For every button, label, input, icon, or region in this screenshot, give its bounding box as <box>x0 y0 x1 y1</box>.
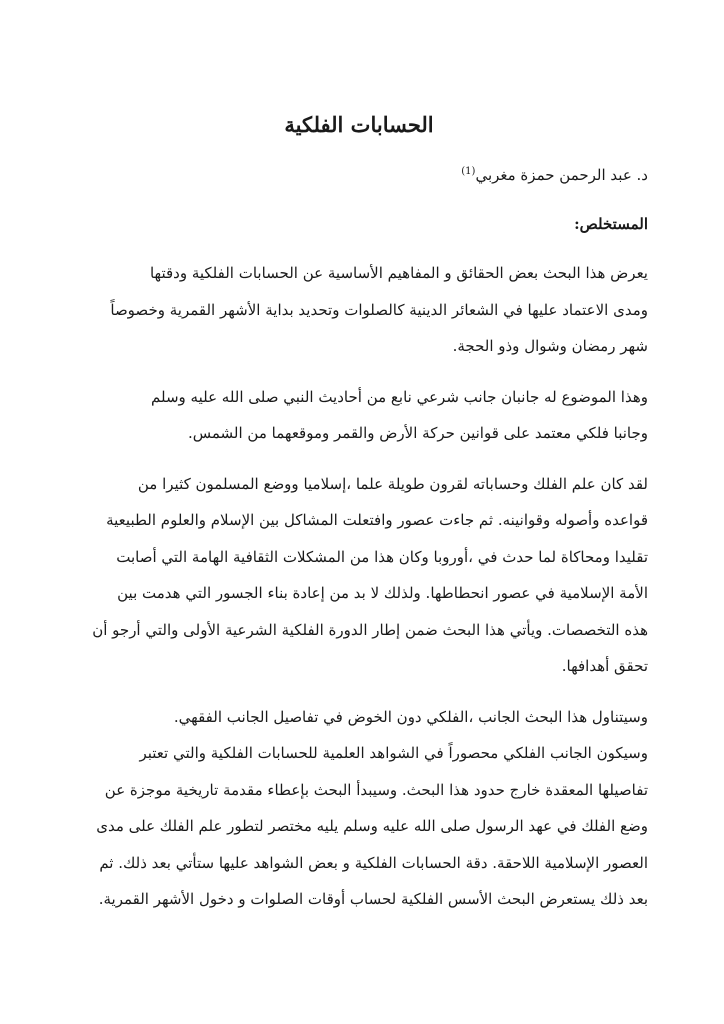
text-line: الأمة الإسلامية في عصور انحطاطها. ولذلك لا بد من إعادة بناء الجسور التي هدمت بين <box>117 584 648 602</box>
text-line: وضع الفلك في عهد الرسول صلى الله عليه وسلم يليه مختصر لتطور علم الفلك على مدى <box>96 817 648 835</box>
abstract-body <box>70 255 648 932</box>
text-line: لقد كان علم الفلك وحساباته لقرون طويلة علما ،إسلاميا ووضع المسلمون كثيرا من <box>137 474 648 493</box>
text-line: يعرض هذا البحث بعض الحقائق و المفاهيم الأساسية عن الحسابات الفلكية ودقتها <box>149 264 648 282</box>
text-line: بعد ذلك يستعرض البحث الأسس الفلكية لحساب أوقات الصلوات و دخول الأشهر القمرية. <box>98 890 648 908</box>
text-line: وسيتناول هذا البحث الجانب ،الفلكي دون الخوض في تفاصيل الجانب الفقهي. <box>173 707 648 726</box>
text-line: وسيكون الجانب الفلكي محصوراً في الشواهد العلمية للحسابات الفلكية والتي تعتبر <box>139 744 648 762</box>
text-line: تقليدا ومحاكاة لما حدث في ،أوروبا وكان هذا من المشكلات الثقافية الهامة التي أصابت <box>116 547 648 566</box>
paragraph <box>70 699 648 918</box>
text-line: ومدى الاعتماد عليها في الشعائر الدينية كالصلوات وتحديد بداية الأشهر القمرية وخصوصاً <box>110 300 648 319</box>
text-line: شهر رمضان وشوال وذو الحجة. <box>452 337 648 355</box>
text-line: العصور الإسلامية اللاحقة. دقة الحسابات الفلكية و بعض الشواهد عليها ستأتي بعد ذلك. ثم <box>99 853 648 872</box>
paragraph <box>70 466 648 685</box>
text-line: قواعده وأصوله وقوانينه. ثم جاءت عصور وافتعلت المشاكل بين الإسلام والعلوم الطبيعية <box>106 511 648 529</box>
text-line: وجانبا فلكي معتمد على قوانين حركة الأرض والقمر وموقعهما من الشمس. <box>187 424 648 442</box>
paragraph <box>70 379 648 452</box>
abstract-heading: المستخلص: <box>574 215 648 233</box>
text-line: وهذا الموضوع له جانبان جانب شرعي نابع من أحاديث النبي صلى الله عليه وسلم <box>151 387 648 406</box>
text-line: تفاصيلها المعقدة خارج حدود هذا البحث. وسيبدأ البحث بإعطاء مقدمة تاريخية موجزة عن <box>104 780 648 799</box>
author-name: د. عبد الرحمن حمزة مغربي <box>475 166 648 184</box>
text-line: هذه التخصصات. ويأتي هذا البحث ضمن إطار الدورة الفلكية الشرعية الأولى والتي أرجو أن <box>92 620 648 639</box>
author-line <box>461 166 648 184</box>
page-title: الحسابات الفلكية <box>284 112 434 137</box>
text-line: تحقق أهدافها. <box>561 657 648 675</box>
footnote-marker[interactable]: (1) <box>461 166 476 177</box>
paragraph <box>70 255 648 365</box>
